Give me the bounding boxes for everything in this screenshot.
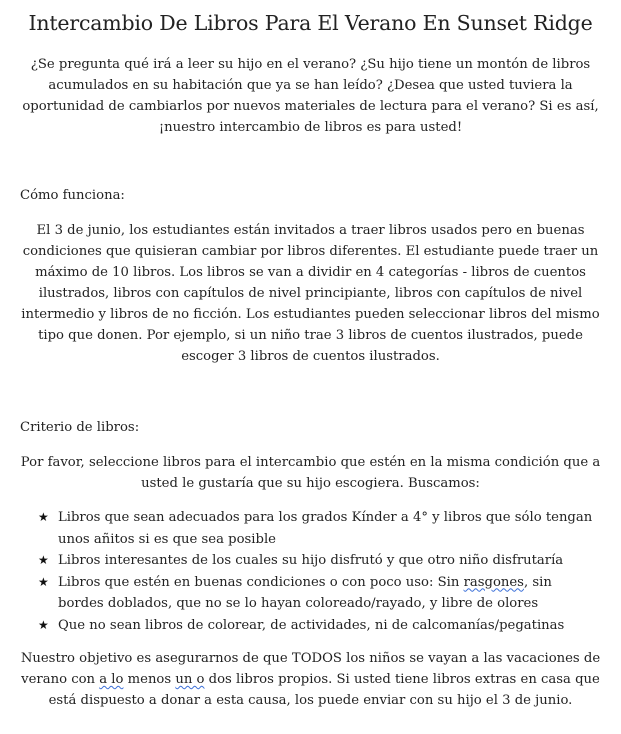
list-item-text: Libros que sean adecuados para los grados Kínder a 4° y libros que sólo tengan unos añitos si es que sea posible bbox=[58, 510, 593, 547]
intro-paragraph: ¿Se pregunta qué irá a leer su hijo en el verano? ¿Su hijo tiene un montón de libros acumulados en su habitación que ya se han leído? ¿Desea que usted tuviera la oportunidad de cambiarlos por nuevos materiales de lectura para el verano? Si es así, ¡nuestro intercambio de libros es para usted! bbox=[22, 57, 599, 135]
list-item bbox=[38, 507, 598, 550]
criteria-intro-paragraph: Por favor, seleccione libros para el intercambio que estén en la misma condición que a usted le gustaría que su hijo escogiera. Buscamos: bbox=[20, 455, 601, 491]
closing-text-part: Nuestro objetivo es asegurarnos de que TODOS los niños se vayan a las vacaciones de verano con bbox=[20, 651, 601, 687]
list-item-text: Que no sean libros de colorear, de actividades, ni de calcomanías/pegatinas bbox=[58, 617, 565, 633]
list-item-text-start: Libros que estén en buenas condiciones o con poco uso: Sin bbox=[58, 574, 464, 590]
star-bullet-icon: ★ bbox=[38, 553, 49, 567]
list-item-text bbox=[58, 575, 552, 612]
spellcheck-flagged-word[interactable]: rasgones bbox=[463, 574, 524, 590]
closing-text-part: menos bbox=[123, 672, 176, 687]
list-item-text: Libros interesantes de los cuales su hijo disfrutó y que otro niño disfrutaría bbox=[58, 553, 564, 568]
list-item bbox=[38, 615, 598, 637]
how-it-works-paragraph: El 3 de junio, los estudiantes están invitados a traer libros usados pero en buenas condiciones que quisieran cambiar por libros diferentes. El estudiante puede traer un máximo de 10 libros. Los libros se van a dividir en 4 categorías - libros de cuentos ilustrados, libros con capítulos de nivel principiante, libros con capítulos de nivel intermedio y libros de no ficción. Los estudiantes pueden seleccionar libros del mismo tipo que donen. Por ejemplo, si un niño trae 3 libros de cuentos ilustrados, puede escoger 3 libros de cuentos ilustrados. bbox=[21, 223, 600, 364]
criteria-heading: Criterio de libros: bbox=[20, 420, 140, 435]
closing-text-part: dos libros propios. Si usted tiene libros extras en casa que está dispuesto a donar a esta causa, los puede enviar con su hijo el 3 de junio. bbox=[48, 672, 600, 708]
star-bullet-icon: ★ bbox=[38, 574, 49, 589]
how-it-works-heading: Cómo funciona: bbox=[20, 188, 125, 203]
list-item bbox=[38, 550, 598, 572]
list-item bbox=[38, 572, 598, 615]
star-bullet-icon: ★ bbox=[38, 617, 49, 632]
criteria-list bbox=[38, 507, 598, 636]
spellcheck-flagged-phrase[interactable]: un o bbox=[175, 672, 205, 687]
spellcheck-flagged-phrase[interactable]: a lo bbox=[99, 672, 124, 687]
document-title: Intercambio De Libros Para El Verano En Sunset Ridge bbox=[28, 11, 593, 35]
star-bullet-icon: ★ bbox=[38, 510, 49, 524]
list-item-text-end: , sin bordes doblados, que no se lo hayan coloreado/rayado, y libre de olores bbox=[58, 574, 552, 611]
closing-paragraph bbox=[20, 648, 601, 711]
